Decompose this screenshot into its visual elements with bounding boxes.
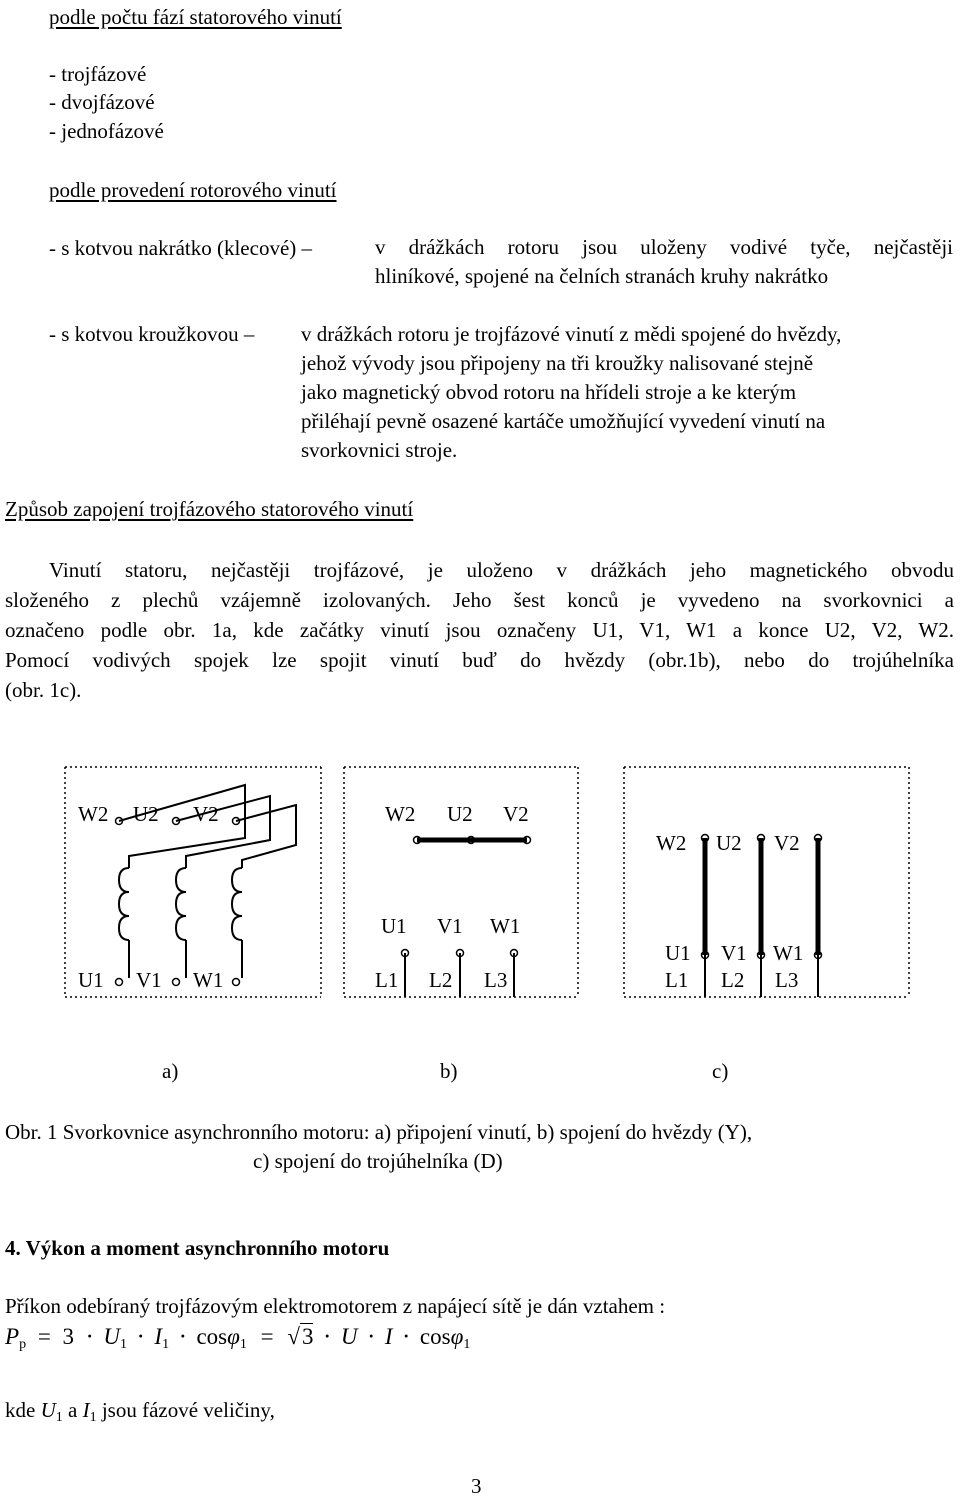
paragraph-line: označeno podle obr. 1a, kde začátky vinutí jsou označeny U1, V1, W1 a konce U2, V2, W2. xyxy=(5,618,954,642)
ring-text-4: přiléhají pevně osazené kartáče umožňující vyvedení vinutí na xyxy=(301,409,826,433)
eq-subscript: 1 xyxy=(162,1337,170,1352)
label-v1: V1 xyxy=(136,968,162,992)
eq-subscript: p xyxy=(19,1337,27,1352)
eq-symbol: P xyxy=(5,1324,20,1349)
note-text: a xyxy=(68,1398,78,1422)
label-v2: V2 xyxy=(503,802,529,826)
ring-text-3: jako magnetický obvod rotoru na hřídeli stroje a ke kterým xyxy=(301,380,797,404)
list-item: - jednofázové xyxy=(49,119,164,143)
label-l1: L1 xyxy=(665,968,689,992)
label-w1: W1 xyxy=(193,968,224,992)
eq-symbol: φ xyxy=(227,1324,240,1349)
power-intro: Příkon odebíraný trojfázovým elektromotorem z napájecí sítě je dán vztahem : xyxy=(5,1294,666,1318)
subfigure-label-c: c) xyxy=(712,1059,729,1083)
heading-rotor: podle provedení rotorového vinutí xyxy=(49,178,337,202)
note-symbol: I xyxy=(82,1398,90,1422)
label-v1: V1 xyxy=(721,941,747,965)
label-w2: W2 xyxy=(78,802,109,826)
eq-number: 3 xyxy=(301,1324,314,1349)
list-item: - trojfázové xyxy=(49,62,147,86)
subfigure-label-b: b) xyxy=(440,1059,458,1083)
label-l1: L1 xyxy=(375,968,399,992)
phase-quantities-note xyxy=(5,1396,275,1432)
cage-text-2: hliníkové, spojené na čelních stranách kruhy nakrátko xyxy=(375,264,829,288)
eq-number: 3 xyxy=(62,1324,75,1349)
eq-symbol: I xyxy=(384,1324,393,1349)
label-w1: W1 xyxy=(490,914,521,938)
eq-subscript: 1 xyxy=(239,1337,247,1352)
eq-subscript: 1 xyxy=(463,1337,471,1352)
paragraph-line: Pomocí vodivých spojek lze spojit vinutí buď do hvězdy (obr.1b), nebo do trojúhelníka xyxy=(5,648,954,672)
note-symbol: U xyxy=(40,1398,56,1422)
note-text: jsou fázové veličiny, xyxy=(101,1398,275,1422)
page-number: 3 xyxy=(471,1474,482,1498)
paragraph-line: složeného z plechů vzájemně izolovaných. Jeho šest konců je vyvedeno na svorkovnici a xyxy=(5,588,954,612)
label-u2: U2 xyxy=(447,802,473,826)
list-item: - dvojfázové xyxy=(49,90,155,114)
note-subscript: 1 xyxy=(89,1410,97,1425)
eq-symbol: U xyxy=(103,1324,121,1349)
label-u1: U1 xyxy=(381,914,407,938)
label-v2: V2 xyxy=(193,802,219,826)
eq-symbol: U xyxy=(340,1324,358,1349)
label-w2: W2 xyxy=(656,831,687,855)
eq-symbol: I xyxy=(154,1324,163,1349)
cage-text-1: v drážkách rotoru jsou uloženy vodivé tyče, nejčastěji xyxy=(375,235,953,259)
eq-subscript: 1 xyxy=(120,1337,128,1352)
note-text: kde xyxy=(5,1398,36,1422)
paragraph-line: Vinutí statoru, nejčastěji trojfázové, je uloženo v drážkách jeho magnetického obvodu xyxy=(49,558,954,582)
eq-function: cos xyxy=(419,1324,451,1349)
ring-term: - s kotvou kroužkovou – xyxy=(49,322,255,346)
figure-caption-2: c) spojení do trojúhelníka (D) xyxy=(253,1149,503,1173)
label-u2: U2 xyxy=(133,802,159,826)
power-equation: $P_p = 3 \cdot U_1 \cdot I_1 \cdot \cos\varphi_1 = √3 \cdot U \cdot I \cdot \cos\varphi_1$ xyxy=(5,1324,471,1352)
label-v2: V2 xyxy=(774,831,800,855)
ring-text-1: v drážkách rotoru je trojfázové vinutí z mědi spojené do hvězdy, xyxy=(301,322,842,346)
label-l3: L3 xyxy=(775,968,799,992)
label-l2: L2 xyxy=(721,968,745,992)
heading-phases: podle počtu fází statorového vinutí xyxy=(49,5,342,29)
label-w2: W2 xyxy=(385,802,416,826)
note-subscript: 1 xyxy=(55,1410,63,1425)
eq-equals: = xyxy=(260,1324,274,1349)
heading-power: 4. Výkon a moment asynchronního motoru xyxy=(5,1236,390,1260)
subfigure-label-a: a) xyxy=(162,1059,179,1083)
cage-term: - s kotvou nakrátko (klecové) – xyxy=(49,236,313,260)
label-u2: U2 xyxy=(716,831,742,855)
label-v1: V1 xyxy=(437,914,463,938)
eq-equals: = xyxy=(37,1324,51,1349)
figure-caption-1: Obr. 1 Svorkovnice asynchronního motoru: a) připojení vinutí, b) spojení do hvězdy (Y), xyxy=(5,1120,753,1144)
box-c-delta-bridges xyxy=(702,835,822,998)
eq-symbol: φ xyxy=(450,1324,464,1349)
eq-function: cos xyxy=(196,1324,228,1349)
heading-connection: Způsob zapojení trojfázového statorového vinutí xyxy=(5,497,414,521)
ring-text-2: jehož vývody jsou připojeny na tři kroužky nalisované stejně xyxy=(301,351,814,375)
label-w1: W1 xyxy=(773,941,804,965)
paragraph-line: (obr. 1c). xyxy=(5,678,82,702)
label-u1: U1 xyxy=(665,941,691,965)
ring-text-5: svorkovnici stroje. xyxy=(301,438,458,462)
label-u1: U1 xyxy=(78,968,104,992)
label-l2: L2 xyxy=(429,968,453,992)
label-l3: L3 xyxy=(484,968,508,992)
